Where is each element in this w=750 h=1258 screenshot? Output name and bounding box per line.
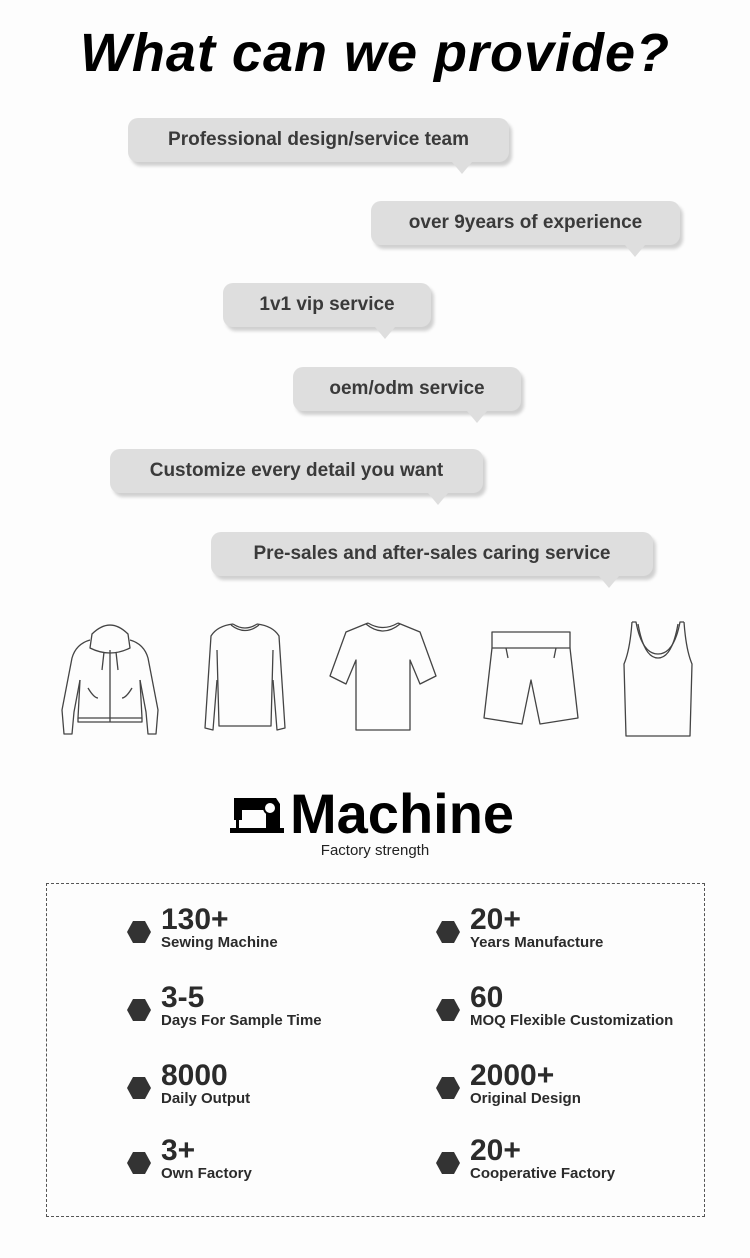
hexagon-icon	[436, 1076, 460, 1100]
stat-item	[127, 1059, 251, 1108]
hexagon-icon	[436, 1151, 460, 1175]
stat-label: Own Factory	[161, 1165, 252, 1182]
stat-label: Daily Output	[161, 1090, 251, 1107]
stat-label: Sewing Machine	[161, 934, 278, 951]
bubble-experience	[371, 201, 680, 245]
bubble-customize	[110, 449, 483, 493]
stat-label: MOQ Flexible Customization	[470, 1012, 674, 1029]
stat-item	[127, 1134, 252, 1183]
stat-value: 60	[470, 981, 504, 1014]
stat-item	[436, 1134, 616, 1183]
machine-title: Machine	[290, 782, 515, 845]
stat-value: 2000+	[470, 1059, 555, 1092]
bubble-tail	[467, 411, 487, 423]
bubble-design-team	[128, 118, 509, 162]
bubble-label: over 9years of experience	[408, 212, 643, 233]
stat-item	[127, 981, 322, 1030]
bubble-label: Professional design/service team	[168, 129, 469, 150]
stat-item	[436, 1059, 581, 1108]
bubble-label: Customize every detail you want	[149, 460, 444, 481]
stat-value: 3+	[161, 1134, 196, 1167]
stat-label: Original Design	[470, 1090, 581, 1107]
hexagon-icon	[436, 920, 460, 944]
stat-item	[127, 903, 278, 952]
sewing-machine-icon	[228, 794, 286, 834]
hexagon-icon	[127, 920, 151, 944]
long-sleeve-shirt-icon	[203, 620, 287, 734]
stat-label: Years Manufacture	[470, 934, 604, 951]
bubble-tail	[599, 576, 619, 588]
machine-subtitle: Factory strength	[320, 842, 430, 859]
bubble-tail	[428, 493, 448, 505]
bubble-tail	[452, 162, 472, 174]
bubble-tail	[625, 245, 645, 257]
stat-item	[436, 903, 604, 952]
bubble-label: oem/odm service	[329, 378, 485, 399]
hexagon-icon	[127, 998, 151, 1022]
shorts-icon	[482, 630, 580, 726]
bubble-label: Pre-sales and after-sales caring service	[253, 543, 611, 564]
factory-stats-box	[46, 883, 705, 1217]
tank-top-icon	[622, 620, 694, 738]
stat-item	[436, 981, 674, 1030]
bubble-tail	[375, 327, 395, 339]
t-shirt-icon	[328, 620, 438, 734]
stat-value: 8000	[161, 1059, 228, 1092]
bubble-label: 1v1 vip service	[259, 294, 395, 315]
stat-value: 3-5	[161, 981, 205, 1014]
bubble-pre-after-sales	[211, 532, 653, 576]
stat-value: 130+	[161, 903, 229, 936]
hexagon-icon	[127, 1076, 151, 1100]
bubble-oem-odm	[293, 367, 521, 411]
stat-label: Days For Sample Time	[161, 1012, 322, 1029]
stat-value: 20+	[470, 903, 521, 936]
hoodie-icon	[58, 618, 162, 740]
machine-heading	[228, 782, 515, 845]
stat-label: Cooperative Factory	[470, 1165, 616, 1182]
hexagon-icon	[436, 998, 460, 1022]
stat-value: 20+	[470, 1134, 521, 1167]
hexagon-icon	[127, 1151, 151, 1175]
page-title: What can we provide?	[79, 23, 671, 83]
bubble-vip-service	[223, 283, 431, 327]
